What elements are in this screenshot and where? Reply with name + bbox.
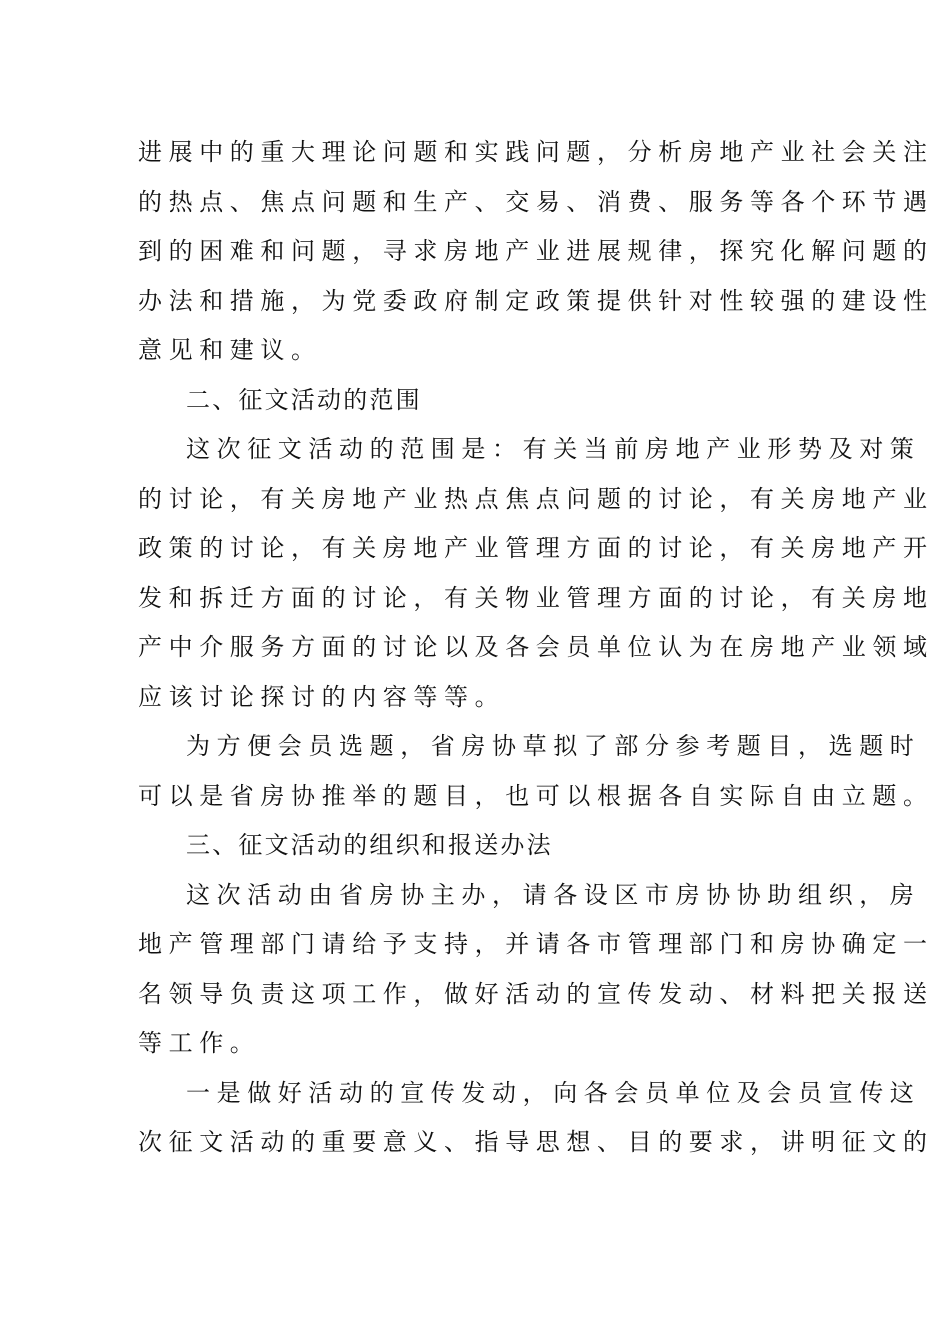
- text-line: 为方便会员选题，省房协草拟了部分参考题目，选题时: [186, 732, 921, 760]
- text-line: 这次活动由省房协主办，请各设区市房协协助组织，房: [186, 880, 921, 909]
- text-line: 产中介服务方面的讨论以及各会员单位认为在房地产业领域: [138, 633, 934, 661]
- text-line: 应该讨论探讨的内容等等。: [138, 682, 506, 711]
- text-line: 可以是省房协推举的题目，也可以根据各自实际自由立题。: [138, 781, 934, 810]
- section-heading-organization: 三、征文活动的组织和报送办法: [186, 831, 553, 859]
- text-line: 等工作。: [138, 1029, 261, 1057]
- text-line: 意见和建议。: [138, 336, 322, 364]
- text-line: 地产管理部门请给予支持，并请各市管理部门和房协确定一: [138, 930, 934, 958]
- text-line: 办法和措施，为党委政府制定政策提供针对性较强的建设性: [138, 286, 934, 315]
- text-line: 名领导负责这项工作，做好活动的宣传发动、材料把关报送: [138, 979, 934, 1008]
- text-line: 发和拆迁方面的讨论，有关物业管理方面的讨论，有关房地: [138, 583, 934, 612]
- text-line: 一是做好活动的宣传发动，向各会员单位及会员宣传这: [186, 1078, 921, 1107]
- text-line: 进展中的重大理论问题和实践问题，分析房地产业社会关注: [138, 138, 934, 166]
- text-line: 政策的讨论，有关房地产业管理方面的讨论，有关房地产开: [138, 534, 934, 562]
- text-line: 这次征文活动的范围是：有关当前房地产业形势及对策: [186, 435, 921, 463]
- paragraph-topic-selection: [138, 722, 934, 821]
- text-line: 次征文活动的重要意义、指导思想、目的要求，讲明征文的: [138, 1128, 934, 1156]
- paragraph-publicity: [138, 1069, 934, 1168]
- text-line: 到的困难和问题，寻求房地产业进展规律，探究化解问题的: [138, 237, 934, 265]
- paragraph-research-purpose: [138, 128, 934, 376]
- paragraph-scope: [138, 425, 934, 722]
- text-line: 的讨论，有关房地产业热点焦点问题的讨论，有关房地产业: [138, 484, 934, 513]
- text-line: 的热点、焦点问题和生产、交易、消费、服务等各个环节遇: [138, 187, 934, 216]
- paragraph-organization: [138, 871, 934, 1069]
- section-heading-scope: 二、征文活动的范围: [186, 385, 422, 414]
- document-body: [138, 128, 934, 1168]
